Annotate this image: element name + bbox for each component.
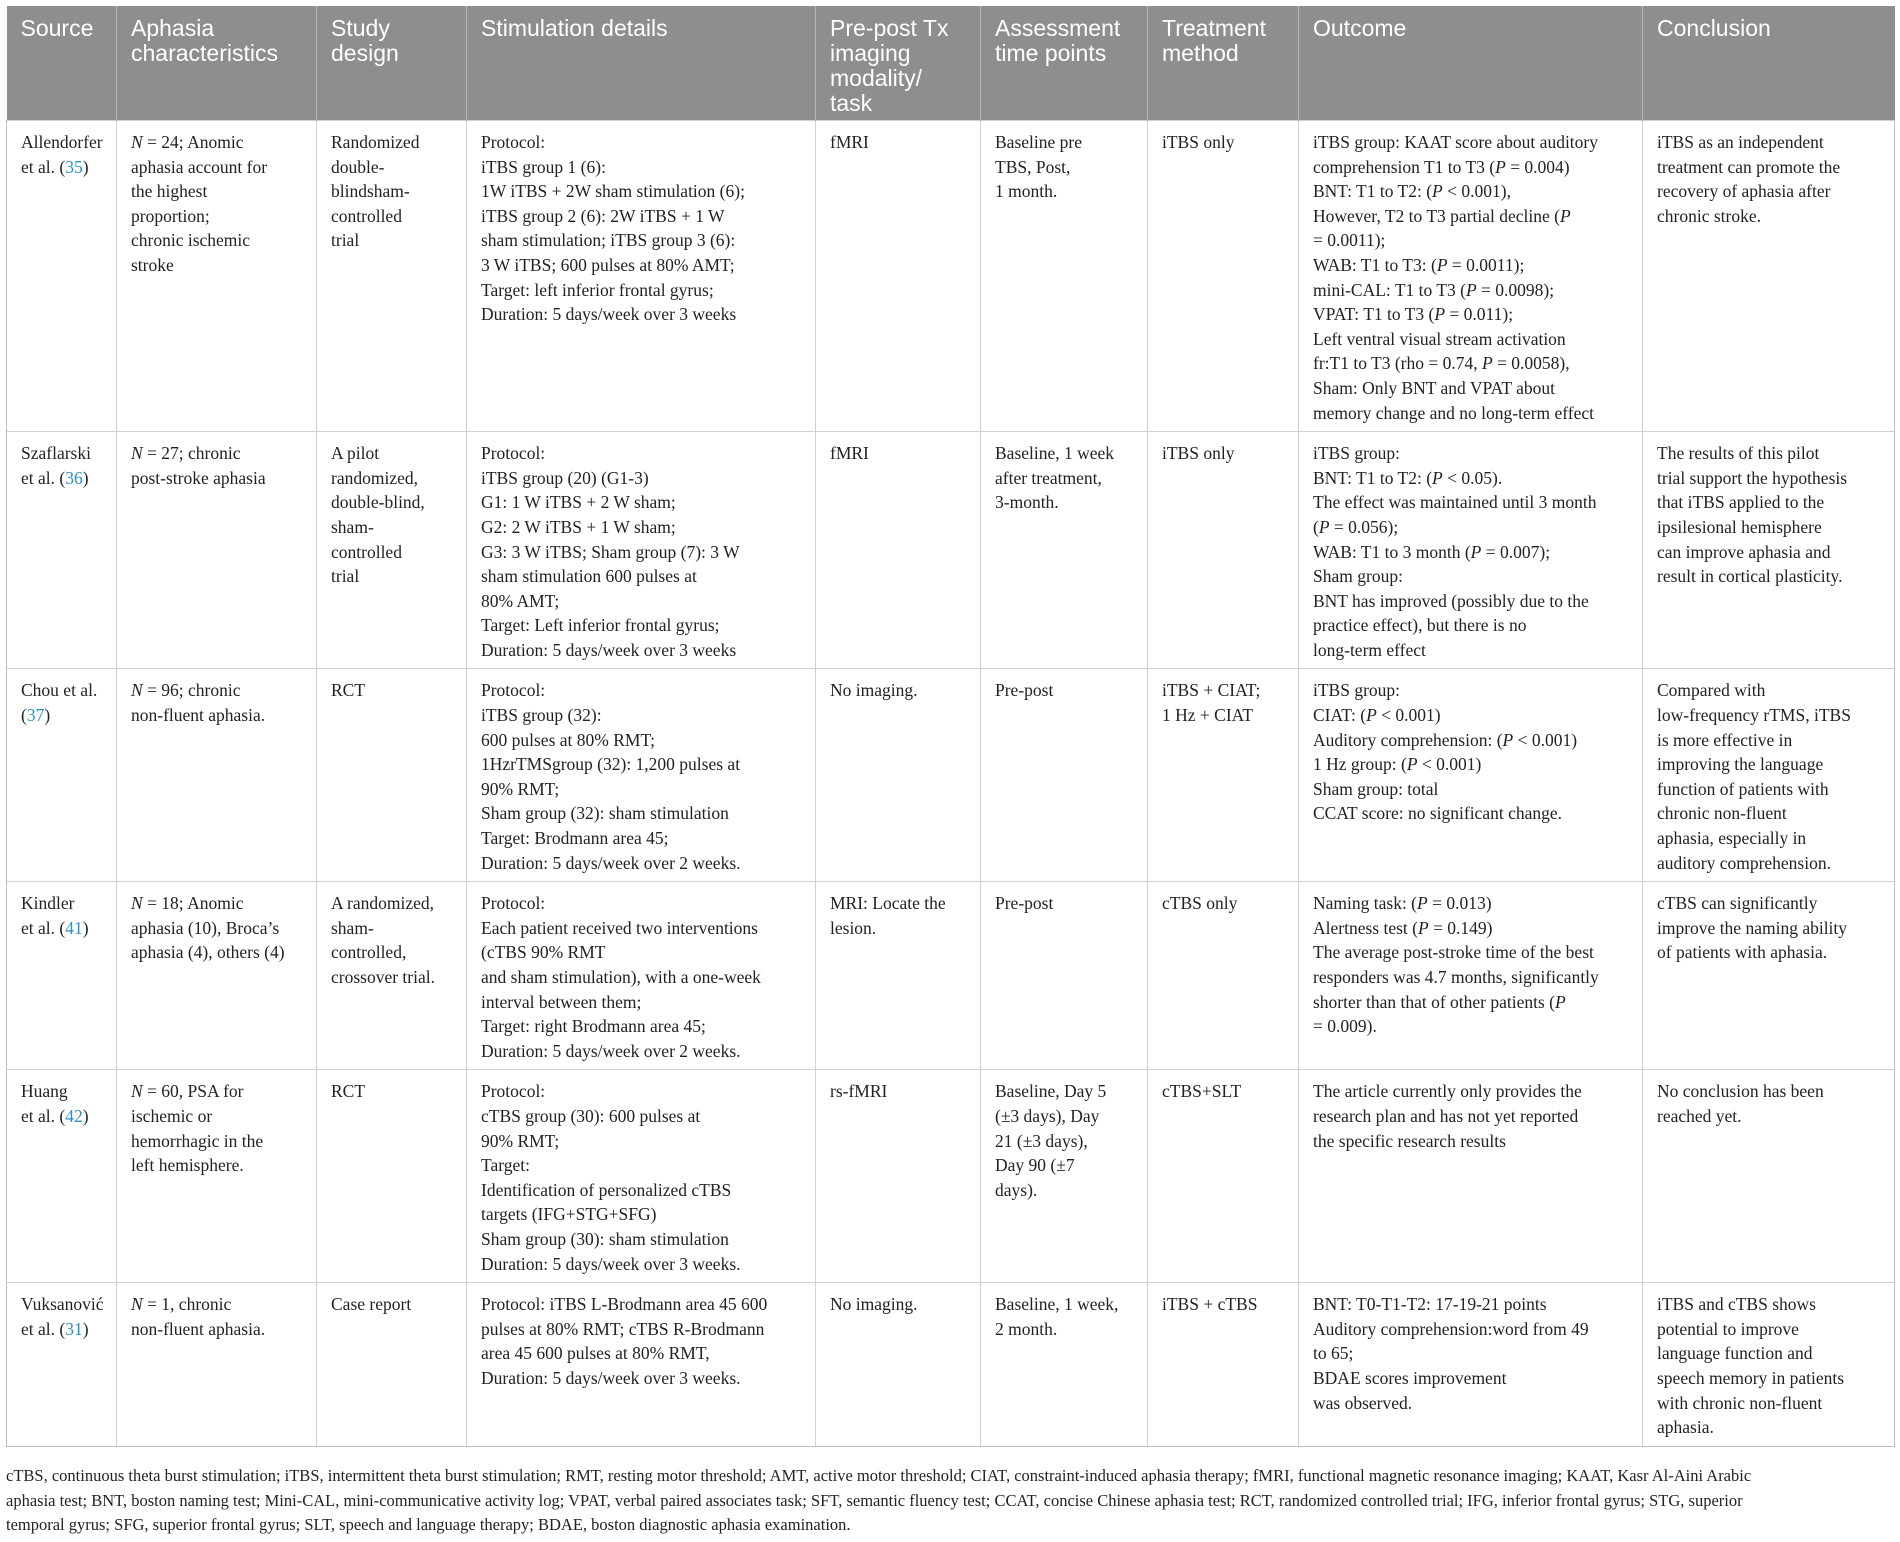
imaging-cell: [816, 1070, 981, 1283]
cell-line: G2: 2 W iTBS + 1 W sham;: [481, 516, 676, 537]
cell-line: Auditory comprehension:word from 49: [1313, 1318, 1589, 1339]
cell-line: Vuksanović: [21, 1294, 104, 1315]
cell-line: TBS, Post,: [995, 156, 1071, 177]
cell-line: speech memory in patients: [1657, 1367, 1845, 1388]
treatment-method-cell: [1148, 1070, 1299, 1283]
cell-line: Target: Left inferior frontal gyrus;: [481, 615, 720, 636]
cell-line: (±3 days), Day: [995, 1105, 1100, 1126]
cell-line: low-frequency rTMS, iTBS: [1657, 705, 1851, 726]
cell-line: 90% RMT;: [481, 778, 560, 799]
cell-line: area 45 600 pulses at 80% RMT,: [481, 1343, 710, 1364]
cell-line: iTBS only: [1162, 443, 1235, 464]
cell-line: N = 60, PSA for: [131, 1081, 244, 1102]
cell-line: Target: right Brodmann area 45;: [481, 1016, 706, 1037]
cell-line: treatment can promote the: [1657, 156, 1841, 177]
cell-line: controlled: [331, 205, 402, 226]
cell-line: Pre-post: [995, 893, 1054, 914]
cell-line: research plan and has not yet reported: [1313, 1105, 1579, 1126]
cell-line: RCT: [331, 1081, 366, 1102]
footnote-line: temporal gyrus; SFG, superior frontal gyrus; SLT, speech and language therapy; BDAE, boston diagnostic aphasia examination.: [6, 1515, 851, 1534]
table-row: [7, 1070, 1895, 1283]
cell-line: et al. (41): [21, 917, 89, 938]
cell-line: randomized,: [331, 467, 418, 488]
outcome-cell: [1299, 882, 1643, 1070]
design-cell: [317, 882, 467, 1070]
cell-line: et al. (36): [21, 467, 89, 488]
cell-line: proportion;: [131, 205, 210, 226]
cell-line: iTBS and cTBS shows: [1657, 1294, 1816, 1315]
cell-line: iTBS group 2 (6): 2W iTBS + 1 W: [481, 205, 725, 226]
cell-line: improve the naming ability: [1657, 917, 1848, 938]
source-cell: [7, 1283, 117, 1447]
aphasia-cell: [117, 1283, 317, 1447]
cell-line: G1: 1 W iTBS + 2 W sham;: [481, 492, 676, 513]
cell-line: cTBS group (30): 600 pulses at: [481, 1105, 701, 1126]
imaging-cell: [816, 121, 981, 432]
cell-line: iTBS group:: [1313, 680, 1401, 701]
aphasia-cell: [117, 432, 317, 669]
cell-line: iTBS group:: [1313, 443, 1401, 464]
header-aphasia-characteristics: Aphasia characteristics: [117, 6, 317, 121]
cell-line: reached yet.: [1657, 1105, 1742, 1126]
cell-line: Auditory comprehension: (P < 0.001): [1313, 729, 1578, 750]
cell-line: BNT: T1 to T2: (P < 0.05).: [1313, 467, 1503, 488]
cell-line: aphasia (10), Broca’s: [131, 917, 280, 938]
cell-line: Chou et al.: [21, 680, 98, 701]
cell-line: No imaging.: [830, 1294, 918, 1315]
stimulation-cell: [467, 882, 816, 1070]
cell-line: fr:T1 to T3 (rho = 0.74, P = 0.0058),: [1313, 353, 1570, 374]
table-row: [7, 432, 1895, 669]
cell-line: practice effect), but there is no: [1313, 615, 1527, 636]
cell-line: WAB: T1 to T3: (P = 0.0011);: [1313, 254, 1525, 275]
outcome-cell: [1299, 669, 1643, 882]
cell-line: rs-fMRI: [830, 1081, 888, 1102]
cell-line: et al. (42): [21, 1105, 89, 1126]
cell-line: ischemic or: [131, 1105, 213, 1126]
cell-line: N = 1, chronic: [131, 1294, 232, 1315]
cell-line: Protocol:: [481, 1081, 546, 1102]
cell-line: No conclusion has been: [1657, 1081, 1824, 1102]
cell-line: crossover trial.: [331, 967, 435, 987]
cell-line: cTBS+SLT: [1162, 1081, 1242, 1102]
cell-line: iTBS group: KAAT score about auditory: [1313, 132, 1598, 152]
source-cell: [7, 121, 117, 432]
cell-line: No imaging.: [830, 680, 918, 701]
cell-line: sham-: [331, 516, 374, 537]
cell-line: A randomized,: [331, 893, 435, 914]
cell-line: non-fluent aphasia.: [131, 1318, 266, 1339]
cell-line: iTBS group (20) (G1-3): [481, 467, 649, 488]
treatment-method-cell: [1148, 669, 1299, 882]
cell-line: iTBS only: [1162, 132, 1235, 152]
cell-line: Protocol:: [481, 893, 546, 914]
table-wrapper: [6, 6, 1894, 1447]
cell-line: of patients with aphasia.: [1657, 942, 1828, 963]
cell-line: trial: [331, 230, 360, 251]
cell-line: recovery of aphasia after: [1657, 181, 1831, 202]
design-cell: [317, 432, 467, 669]
cell-line: memory change and no long-term effect: [1313, 402, 1595, 423]
cell-line: Sham: Only BNT and VPAT about: [1313, 377, 1555, 398]
cell-line: was observed.: [1313, 1392, 1413, 1413]
cell-line: BNT has improved (possibly due to the: [1313, 590, 1589, 611]
cell-line: Duration: 5 days/week over 3 weeks: [481, 304, 737, 325]
treatment-method-cell: [1148, 1283, 1299, 1447]
cell-line: days).: [995, 1179, 1038, 1200]
cell-line: Szaflarski: [21, 443, 91, 464]
cell-line: aphasia, especially in: [1657, 828, 1807, 849]
cell-line: et al. (35): [21, 156, 89, 177]
cell-line: aphasia account for: [131, 156, 268, 177]
cell-line: controlled: [331, 541, 402, 562]
time-points-cell: [981, 669, 1148, 882]
cell-line: The effect was maintained until 3 month: [1313, 492, 1597, 513]
cell-line: result in cortical plasticity.: [1657, 566, 1843, 587]
cell-line: that iTBS applied to the: [1657, 492, 1825, 513]
cell-line: = 0.009).: [1313, 1016, 1377, 1037]
time-points-cell: [981, 121, 1148, 432]
cell-line: Protocol:: [481, 132, 546, 152]
cell-line: the specific research results: [1313, 1130, 1506, 1151]
cell-line: 1W iTBS + 2W sham stimulation (6);: [481, 181, 745, 202]
cell-line: Identification of personalized cTBS: [481, 1179, 732, 1200]
cell-line: potential to improve: [1657, 1318, 1799, 1339]
cell-line: targets (IFG+STG+SFG): [481, 1204, 657, 1225]
cell-line: WAB: T1 to 3 month (P = 0.007);: [1313, 541, 1551, 562]
cell-line: Compared with: [1657, 680, 1766, 701]
cell-line: Case report: [331, 1294, 412, 1315]
cell-line: Huang: [21, 1081, 68, 1102]
cell-line: Duration: 5 days/week over 2 weeks.: [481, 852, 741, 873]
cell-line: double-blind,: [331, 492, 425, 513]
cell-line: 1 Hz + CIAT: [1162, 705, 1254, 726]
cell-line: can improve aphasia and: [1657, 541, 1831, 562]
cell-line: left hemisphere.: [131, 1155, 244, 1176]
cell-line: Allendorfer: [21, 132, 103, 152]
cell-line: (P = 0.056);: [1313, 516, 1399, 537]
cell-line: CCAT score: no significant change.: [1313, 803, 1562, 824]
cell-line: post-stroke aphasia: [131, 467, 266, 488]
time-points-cell: [981, 432, 1148, 669]
cell-line: controlled,: [331, 942, 407, 963]
source-cell: [7, 669, 117, 882]
cell-line: Day 90 (±7: [995, 1155, 1075, 1176]
cell-line: The results of this pilot: [1657, 443, 1820, 464]
cell-line: cTBS only: [1162, 893, 1238, 914]
cell-line: interval between them;: [481, 991, 642, 1012]
cell-line: sham-: [331, 917, 374, 938]
cell-line: responders was 4.7 months, significantly: [1313, 967, 1599, 987]
cell-line: iTBS as an independent: [1657, 132, 1824, 152]
stimulation-cell: [467, 432, 816, 669]
treatment-method-cell: [1148, 121, 1299, 432]
aphasia-cell: [117, 1070, 317, 1283]
cell-line: = 0.0011);: [1313, 230, 1386, 251]
conclusion-cell: [1643, 1070, 1895, 1283]
time-points-cell: [981, 1070, 1148, 1283]
cell-line: Target: Brodmann area 45;: [481, 828, 669, 849]
header-study-design: Study design: [317, 6, 467, 121]
treatment-method-cell: [1148, 432, 1299, 669]
cell-line: lesion.: [830, 917, 877, 938]
imaging-cell: [816, 1283, 981, 1447]
cell-line: N = 96; chronic: [131, 680, 241, 701]
conclusion-cell: [1643, 882, 1895, 1070]
conclusion-cell: [1643, 1283, 1895, 1447]
cell-line: improving the language: [1657, 754, 1824, 775]
cell-line: Protocol: iTBS L-Brodmann area 45 600: [481, 1294, 768, 1315]
cell-line: G3: 3 W iTBS; Sham group (7): 3 W: [481, 541, 740, 562]
cell-line: Naming task: (P = 0.013): [1313, 893, 1492, 914]
stimulation-cell: [467, 669, 816, 882]
cell-line: double-: [331, 156, 385, 177]
outcome-cell: [1299, 1283, 1643, 1447]
footnote-line: aphasia test; BNT, boston naming test; Mini-CAL, mini-communicative activity log; VPAT, verbal paired associates task; SFT, semantic fluency test; CCAT, concise Chinese aphasia test; RCT, randomized controlled trial; IFG, inferior frontal gyrus; STG, superior: [6, 1490, 1743, 1510]
header-stimulation-details: Stimulation details: [467, 6, 816, 121]
cell-line: after treatment,: [995, 467, 1102, 488]
source-cell: [7, 432, 117, 669]
cell-line: 600 pulses at 80% RMT;: [481, 729, 656, 750]
table-row: [7, 882, 1895, 1070]
cell-line: A pilot: [331, 443, 380, 464]
cell-line: non-fluent aphasia.: [131, 705, 266, 726]
cell-line: the highest: [131, 181, 208, 202]
aphasia-cell: [117, 669, 317, 882]
cell-line: language function and: [1657, 1343, 1813, 1364]
cell-line: Protocol:: [481, 443, 546, 464]
cell-line: (cTBS 90% RMT: [481, 942, 606, 963]
cell-line: aphasia (4), others (4): [131, 942, 285, 963]
cell-line: chronic ischemic: [131, 230, 251, 251]
cell-line: blindsham-: [331, 181, 410, 202]
stimulation-cell: [467, 1283, 816, 1447]
cell-line: Duration: 5 days/week over 2 weeks.: [481, 1040, 741, 1061]
cell-line: Randomized: [331, 132, 420, 152]
cell-line: Sham group:: [1313, 566, 1403, 587]
cell-line: Sham group (30): sham stimulation: [481, 1228, 729, 1249]
conclusion-cell: [1643, 121, 1895, 432]
cell-line: et al. (31): [21, 1318, 89, 1339]
stimulation-cell: [467, 1070, 816, 1283]
cell-line: (37): [21, 705, 51, 726]
cell-line: Target:: [481, 1155, 530, 1176]
cell-line: 90% RMT;: [481, 1130, 560, 1151]
cell-line: trial: [331, 566, 360, 587]
cell-line: chronic non-fluent: [1657, 803, 1787, 824]
cell-line: 21 (±3 days),: [995, 1130, 1088, 1151]
table-footnote: [6, 1464, 1894, 1538]
footnote-line: cTBS, continuous theta burst stimulation; iTBS, intermittent theta burst stimulation; RMT, resting motor threshold; AMT, active motor threshold; CIAT, constraint-induced aphasia therapy; fMRI, functional magnetic resonance imaging; KAAT, Kasr Al-Aini Arabic: [6, 1466, 1752, 1485]
stimulation-cell: [467, 121, 816, 432]
cell-line: iTBS group 1 (6):: [481, 156, 606, 177]
cell-line: N = 27; chronic: [131, 443, 241, 464]
cell-line: Kindler: [21, 893, 75, 914]
treatment-method-cell: [1148, 882, 1299, 1070]
cell-line: fMRI: [830, 132, 869, 152]
cell-line: Sham group: total: [1313, 778, 1439, 799]
cell-line: CIAT: (P < 0.001): [1313, 705, 1441, 726]
cell-line: Baseline pre: [995, 132, 1082, 152]
source-cell: [7, 882, 117, 1070]
imaging-cell: [816, 432, 981, 669]
cell-line: to 65;: [1313, 1343, 1354, 1364]
header-conclusion: Conclusion: [1643, 6, 1895, 121]
time-points-cell: [981, 1283, 1148, 1447]
header-imaging-modality: Pre-post Tx imaging modality/ task: [816, 6, 981, 121]
header-source: Source: [7, 6, 117, 121]
cell-line: N = 24; Anomic: [131, 132, 244, 152]
cell-line: Baseline, 1 week,: [995, 1294, 1119, 1315]
imaging-cell: [816, 669, 981, 882]
cell-line: MRI: Locate the: [830, 893, 946, 914]
cell-line: 80% AMT;: [481, 590, 560, 611]
cell-line: function of patients with: [1657, 778, 1829, 799]
outcome-cell: [1299, 1070, 1643, 1283]
cell-line: BNT: T0-T1-T2: 17-19-21 points: [1313, 1294, 1547, 1315]
cell-line: Target: left inferior frontal gyrus;: [481, 279, 714, 300]
cell-line: BNT: T1 to T2: (P < 0.001),: [1313, 181, 1511, 202]
cell-line: comprehension T1 to T3 (P = 0.004): [1313, 156, 1570, 177]
imaging-cell: [816, 882, 981, 1070]
cell-line: 1 month.: [995, 181, 1058, 202]
cell-line: 1 Hz group: (P < 0.001): [1313, 754, 1482, 775]
cell-line: 1HzrTMSgroup (32): 1,200 pulses at: [481, 754, 741, 775]
cell-line: is more effective in: [1657, 729, 1793, 750]
cell-line: BDAE scores improvement: [1313, 1367, 1507, 1388]
conclusion-cell: [1643, 432, 1895, 669]
cell-line: trial support the hypothesis: [1657, 467, 1848, 488]
cell-line: stroke: [131, 254, 174, 275]
cell-line: chronic stroke.: [1657, 205, 1761, 226]
cell-line: auditory comprehension.: [1657, 852, 1831, 873]
aphasia-cell: [117, 882, 317, 1070]
cell-line: Baseline, Day 5: [995, 1081, 1107, 1102]
table-row: [7, 1283, 1895, 1447]
time-points-cell: [981, 882, 1148, 1070]
cell-line: sham stimulation; iTBS group 3 (6):: [481, 230, 736, 251]
cell-line: shorter than that of other patients (P: [1313, 991, 1566, 1012]
source-cell: [7, 1070, 117, 1283]
cell-line: Each patient received two interventions: [481, 917, 758, 938]
cell-line: fMRI: [830, 443, 869, 464]
header-assessment-time-points: Assessment time points: [981, 6, 1148, 121]
header-outcome: Outcome: [1299, 6, 1643, 121]
header-row: [7, 6, 1895, 121]
study-table: [6, 6, 1895, 1447]
aphasia-cell: [117, 121, 317, 432]
outcome-cell: [1299, 121, 1643, 432]
cell-line: sham stimulation 600 pulses at: [481, 566, 697, 587]
header-treatment-method: Treatment method: [1148, 6, 1299, 121]
table-row: [7, 121, 1895, 432]
cell-line: Left ventral visual stream activation: [1313, 328, 1566, 349]
cell-line: with chronic non-fluent: [1657, 1392, 1823, 1413]
cell-line: 2 month.: [995, 1318, 1058, 1339]
cell-line: pulses at 80% RMT; cTBS R-Brodmann: [481, 1318, 765, 1339]
cell-line: Alertness test (P = 0.149): [1313, 917, 1493, 938]
cell-line: cTBS can significantly: [1657, 893, 1818, 914]
cell-line: The average post-stroke time of the best: [1313, 942, 1594, 963]
cell-line: mini-CAL: T1 to T3 (P = 0.0098);: [1313, 279, 1555, 300]
cell-line: 3 W iTBS; 600 pulses at 80% AMT;: [481, 254, 735, 275]
cell-line: N = 18; Anomic: [131, 893, 244, 914]
cell-line: long-term effect: [1313, 639, 1426, 660]
cell-line: RCT: [331, 680, 366, 701]
cell-line: hemorrhagic in the: [131, 1130, 264, 1151]
cell-line: VPAT: T1 to T3 (P = 0.011);: [1313, 304, 1514, 325]
table-row: [7, 669, 1895, 882]
design-cell: [317, 121, 467, 432]
cell-line: iTBS group (32):: [481, 705, 602, 726]
conclusion-cell: [1643, 669, 1895, 882]
design-cell: [317, 1070, 467, 1283]
cell-line: 3-month.: [995, 492, 1059, 513]
cell-line: Pre-post: [995, 680, 1054, 701]
cell-line: Protocol:: [481, 680, 546, 701]
cell-line: iTBS + cTBS: [1162, 1294, 1258, 1315]
design-cell: [317, 1283, 467, 1447]
cell-line: aphasia.: [1657, 1417, 1714, 1438]
cell-line: The article currently only provides the: [1313, 1081, 1582, 1102]
cell-line: Duration: 5 days/week over 3 weeks.: [481, 1367, 741, 1388]
cell-line: Duration: 5 days/week over 3 weeks.: [481, 1253, 741, 1274]
cell-line: Baseline, 1 week: [995, 443, 1115, 464]
cell-line: Duration: 5 days/week over 3 weeks: [481, 639, 737, 660]
outcome-cell: [1299, 432, 1643, 669]
cell-line: and sham stimulation), with a one-week: [481, 967, 761, 987]
cell-line: ipsilesional hemisphere: [1657, 516, 1822, 537]
cell-line: Sham group (32): sham stimulation: [481, 803, 729, 824]
cell-line: iTBS + CIAT;: [1162, 680, 1261, 701]
cell-line: However, T2 to T3 partial decline (P: [1313, 205, 1571, 226]
design-cell: [317, 669, 467, 882]
